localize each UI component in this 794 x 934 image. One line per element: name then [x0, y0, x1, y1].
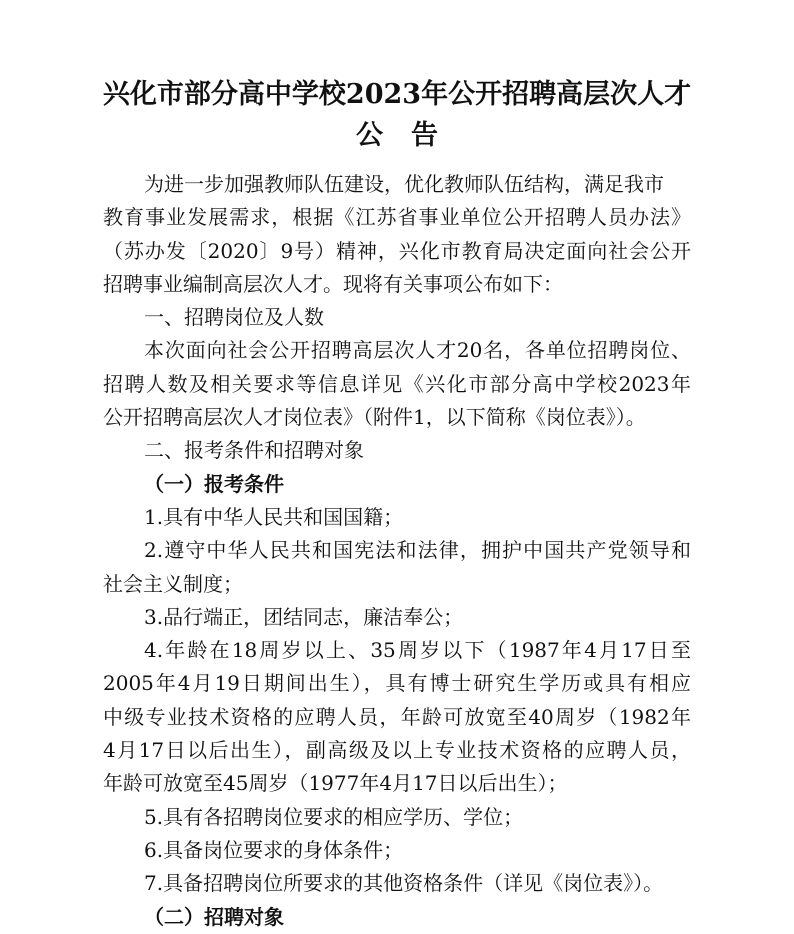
paragraph-line: （苏办发〔2020〕9号）精神，兴化市教育局决定面向社会公开 [103, 238, 691, 263]
document-body [103, 168, 691, 934]
list-item-continuation: 年龄可放宽至45周岁（1977年4月17日以后出生）； [103, 771, 568, 796]
section-heading: 一、招聘岗位及人数 [144, 305, 324, 330]
list-item: 5.具有各招聘岗位要求的相应学历、学位； [144, 804, 524, 829]
list-item-continuation: 2005年4月19日期间出生），具有博士研究生学历或具有相应 [103, 671, 691, 696]
list-item: 2.遵守中华人民共和国宪法和法律，拥护中国共产党领导和 [144, 538, 691, 563]
list-item-continuation: 社会主义制度； [103, 571, 243, 596]
document-subtitle: 公告 [356, 120, 466, 151]
paragraph-line: 招聘事业编制高层次人才。现将有关事项公布如下： [103, 271, 563, 296]
paragraph-line: 本次面向社会公开招聘高层次人才20名，各单位招聘岗位、 [144, 338, 691, 363]
list-item-continuation: 4月17日以后出生），副高级及以上专业技术资格的应聘人员， [103, 738, 691, 763]
list-item: 1.具有中华人民共和国国籍； [144, 504, 404, 529]
list-item: 3.品行端正，团结同志，廉洁奉公； [144, 604, 464, 629]
subsection-heading: （一）报考条件 [144, 471, 284, 496]
list-item: 4.年龄在18周岁以上、35周岁以下（1987年4月17日至 [144, 638, 691, 663]
paragraph-line: 公开招聘高层次人才岗位表》（附件1，以下简称《岗位表》）。 [103, 405, 646, 430]
paragraph-line: 招聘人数及相关要求等信息详见《兴化市部分高中学校2023年 [103, 371, 691, 396]
list-item-continuation: 中级专业技术资格的应聘人员，年龄可放宽至40周岁（1982年 [103, 704, 691, 729]
document-title: 兴化市部分高中学校2023年公开招聘高层次人才 [102, 79, 692, 110]
subsection-heading: （二）招聘对象 [144, 904, 284, 929]
list-item: 6.具备岗位要求的身体条件； [144, 837, 404, 862]
section-heading: 二、报考条件和招聘对象 [144, 438, 364, 463]
list-item: 7.具备招聘岗位所要求的其他资格条件（详见《岗位表》）。 [144, 871, 664, 896]
paragraph-line: 教育事业发展需求，根据《江苏省事业单位公开招聘人员办法》 [103, 205, 691, 230]
paragraph-line: 为进一步加强教师队伍建设，优化教师队伍结构，满足我市 [144, 172, 664, 196]
